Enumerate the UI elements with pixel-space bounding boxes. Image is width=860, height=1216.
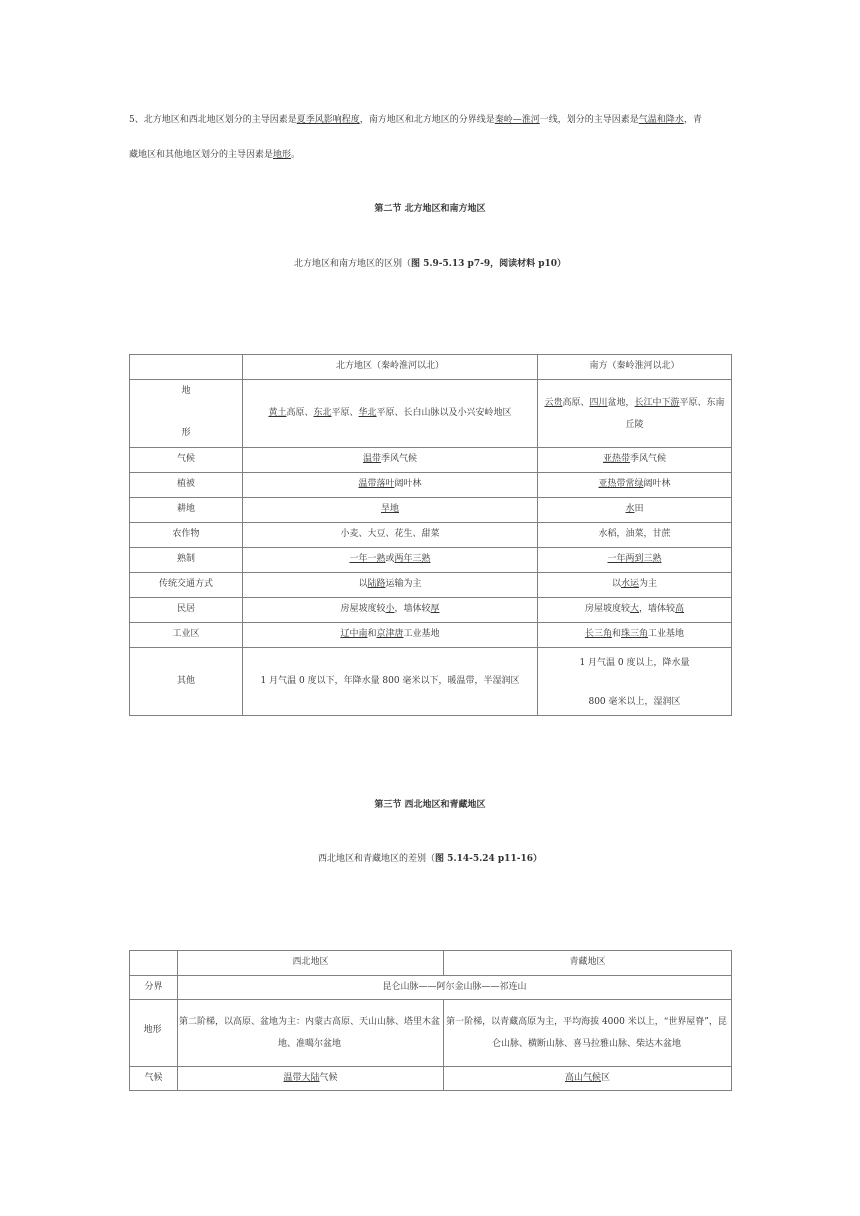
row-label-climate-2: 气候 [130, 1067, 178, 1091]
table-row [130, 473, 732, 498]
row-label: 工业区 [130, 623, 243, 648]
underlined-text: 一年一熟 [349, 554, 386, 565]
north-cell [243, 623, 538, 648]
other-south-line-1: 1 月气温 0 度以上，降水量 [579, 658, 690, 669]
south-cell [538, 548, 732, 573]
text-run: 区 [601, 1072, 611, 1083]
other-north: 1 月气温 0 度以下，年降水量 800 毫米以下，暖温带，半湿润区 [243, 648, 538, 716]
underlined-text: 陆路 [367, 579, 386, 590]
table2-row-boundary [130, 976, 732, 1000]
text-run: 水稻，油菜，甘蔗 [598, 529, 671, 540]
row-label-other: 其他 [130, 648, 243, 716]
text-run: 田 [634, 504, 644, 515]
south-cell [538, 598, 732, 623]
row-label: 农作物 [130, 523, 243, 548]
text-run: ，青 [683, 115, 702, 125]
terrain-label-bottom: 形 [181, 428, 191, 438]
text-run: 房屋坡度较 [340, 604, 386, 615]
section2-heading: 第二节 北方地区和南方地区 [374, 204, 486, 214]
row-label-terrain-2: 地形 [130, 1000, 178, 1067]
section3-subtitle-plain: 西北地区和青藏地区的差别（ [318, 854, 436, 864]
text-run: ，南方地区和北方地区的分界线是 [359, 115, 495, 125]
underlined-text: 辽中南 [340, 629, 368, 640]
text-run: 阔叶林 [394, 479, 422, 490]
header-empty-cell [130, 355, 243, 380]
south-cell [538, 573, 732, 598]
text-run: 工业基地 [403, 629, 440, 640]
underlined-text: 高 [675, 604, 685, 615]
section3-heading: 第三节 西北地区和青藏地区 [374, 800, 486, 810]
text-run: ，墙体较 [394, 604, 431, 615]
underlined-text: 长江中下游 [634, 397, 680, 408]
south-cell [538, 623, 732, 648]
table2-header-empty [130, 951, 178, 976]
text-run: 气候 [319, 1072, 338, 1083]
underlined-text: 大 [629, 604, 639, 615]
text-run: 季风气候 [381, 454, 418, 465]
table2-row-climate [130, 1067, 732, 1091]
row-label: 植被 [130, 473, 243, 498]
terrain-north [243, 380, 538, 448]
underlined-text: 京津唐 [376, 629, 404, 640]
underlined-text: 珠三角 [621, 629, 649, 640]
north-cell [243, 523, 538, 548]
terrain-tibet: 第一阶梯，以青藏高原为主，平均海拔 4000 米以上，“世界屋脊”，昆仑山脉、横断山脉、喜马拉雅山脉、柴达木盆地 [444, 1000, 732, 1067]
north-cell [243, 473, 538, 498]
north-cell [243, 498, 538, 523]
underlined-text: 黄土 [268, 407, 287, 418]
text-run: 5、北方地区和西北地区划分的主导因素是 [129, 115, 297, 125]
other-south-line-2: 800 毫米以上，湿润区 [588, 697, 681, 707]
text-run: 房屋坡度较 [584, 604, 630, 615]
north-south-table [129, 354, 732, 716]
table-row [130, 548, 732, 573]
climate-northwest [178, 1067, 444, 1091]
text-run: 。 [291, 150, 301, 160]
text-run: 和 [611, 629, 621, 640]
intro-line-2 [129, 150, 734, 162]
underlined-text: 秦岭—淮河 [494, 115, 540, 125]
underlined-text: 东北 [313, 407, 332, 418]
text-run: 平原、 [331, 407, 359, 418]
intro-line-1 [129, 115, 734, 127]
row-label: 耕地 [130, 498, 243, 523]
header-south: 南方（秦岭淮河以北） [538, 355, 732, 380]
underlined-text: 亚热带 [602, 454, 630, 465]
table2-header-northwest: 西北地区 [178, 951, 444, 976]
row-label-boundary: 分界 [130, 976, 178, 1000]
south-cell [538, 498, 732, 523]
row-label: 传统交通方式 [130, 573, 243, 598]
row-label-terrain [130, 380, 243, 448]
text-run: 以 [611, 579, 621, 590]
header-north: 北方地区（秦岭淮河以北） [243, 355, 538, 380]
row-label: 熟制 [130, 548, 243, 573]
text-run: ，墙体较 [639, 604, 676, 615]
underlined-text: 云贵 [544, 397, 563, 408]
north-cell [243, 598, 538, 623]
table-row [130, 598, 732, 623]
underlined-text: 亚热带常绿 [598, 479, 644, 490]
south-cell [538, 523, 732, 548]
section2-subtitle [0, 259, 860, 271]
underlined-text: 地形 [273, 150, 292, 160]
underlined-text: 高山气候 [564, 1072, 601, 1083]
terrain-northwest: 第二阶梯，以高原、盆地为主：内蒙古高原、天山山脉、塔里木盆地、准噶尔盆地 [178, 1000, 444, 1067]
row-label: 民居 [130, 598, 243, 623]
north-cell [243, 573, 538, 598]
boundary-value: 昆仑山脉——阿尔金山脉——祁连山 [178, 976, 732, 1000]
north-cell [243, 548, 538, 573]
underlined-text: 四川 [589, 397, 608, 408]
text-run: 高原、 [562, 397, 590, 408]
underlined-text: 气温和降水 [638, 115, 684, 125]
table-row [130, 523, 732, 548]
text-run: 平原、东南丘陵 [625, 397, 725, 430]
underlined-text: 华北 [358, 407, 377, 418]
table-row-terrain [130, 380, 732, 448]
underlined-text: 温带大陆 [283, 1072, 320, 1083]
terrain-label-top: 地 [181, 386, 191, 396]
text-run: 运输为主 [385, 579, 422, 590]
underlined-text: 夏季风影响程度 [296, 115, 360, 125]
table-header-row [130, 355, 732, 380]
table2-header-tibet: 青藏地区 [444, 951, 732, 976]
text-run: 以 [358, 579, 368, 590]
text-run: 阔叶林 [643, 479, 671, 490]
underlined-text: 两年三熟 [394, 554, 431, 565]
underlined-text: 温带落叶 [358, 479, 395, 490]
text-run: 小麦、大豆、花生、甜菜 [340, 529, 440, 540]
south-cell [538, 473, 732, 498]
underlined-text: 长三角 [584, 629, 612, 640]
table2-header-row [130, 951, 732, 976]
climate-tibet [444, 1067, 732, 1091]
table-row [130, 448, 732, 473]
section3-subtitle-bold: 图 5.14-5.24 p11-16） [435, 854, 542, 864]
row-label: 气候 [130, 448, 243, 473]
underlined-text: 一年两到三熟 [607, 554, 662, 565]
section2-subtitle-bold: 图 5.9-5.13 p7-9，阅读材料 p10） [410, 259, 567, 269]
table-row [130, 573, 732, 598]
underlined-text: 厚 [430, 604, 440, 615]
underlined-text: 小 [385, 604, 395, 615]
terrain-south [538, 380, 732, 448]
north-cell [243, 448, 538, 473]
text-run: 高原、 [286, 407, 314, 418]
text-run: 和 [367, 629, 377, 640]
underlined-text: 水 [625, 504, 635, 515]
text-run: 盆地， [607, 397, 635, 408]
underlined-text: 水运 [620, 579, 639, 590]
other-south [538, 648, 732, 716]
text-run: 藏地区和其他地区划分的主导因素是 [129, 150, 274, 160]
text-run: 或 [385, 554, 395, 565]
text-run: 为主 [639, 579, 658, 590]
text-run: 平原、长白山脉以及小兴安岭地区 [376, 407, 512, 418]
south-cell [538, 448, 732, 473]
table-row [130, 623, 732, 648]
table-row-other [130, 648, 732, 716]
text-run: 季风气候 [630, 454, 667, 465]
table2-row-terrain [130, 1000, 732, 1067]
table-row [130, 498, 732, 523]
northwest-tibet-table [129, 950, 732, 1091]
underlined-text: 温带 [362, 454, 381, 465]
section3-subtitle [0, 854, 860, 866]
underlined-text: 旱地 [380, 504, 399, 515]
section2-subtitle-plain: 北方地区和南方地区的区别（ [293, 259, 411, 269]
text-run: 工业基地 [648, 629, 685, 640]
text-run: 一线，划分的主导因素是 [539, 115, 639, 125]
